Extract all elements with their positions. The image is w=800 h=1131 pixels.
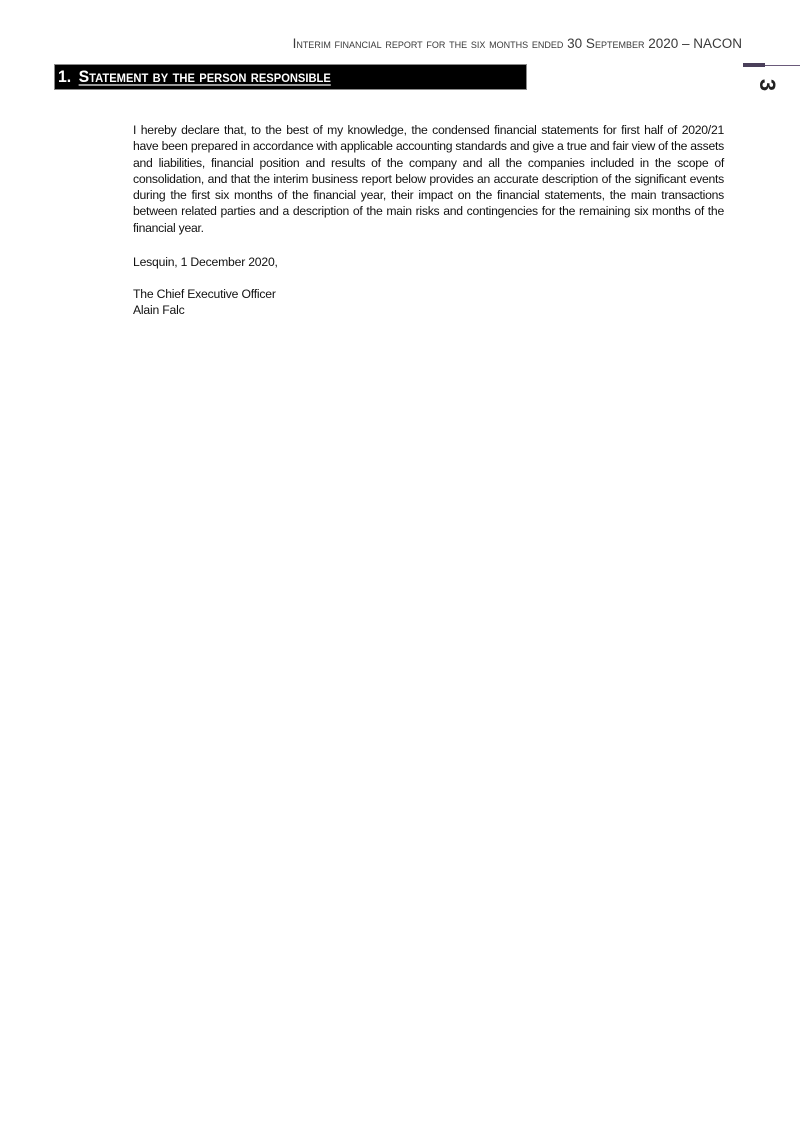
section-heading	[58, 67, 331, 87]
section-title: Statement by the person responsible	[78, 67, 331, 86]
signatory-name: Alain Falc	[133, 303, 185, 317]
place-and-date: Lesquin, 1 December 2020,	[133, 255, 278, 269]
section-heading-bar	[55, 65, 526, 89]
running-header: Interim financial report for the six months ended 30 September 2020 – NACON	[292, 36, 742, 51]
page-number: 3	[755, 78, 780, 92]
signature-block	[133, 286, 276, 318]
page-tab-marker	[743, 63, 765, 67]
declaration-paragraph: I hereby declare that, to the best of my knowledge, the condensed financial statements for first half of 2020/21 have been prepared in accordance with applicable accounting standards and give a true and fair view of the assets and liabilities, financial position and results of the company and all the companies included in the scope of consolidation, and that the interim business report below provides an accurate description of the significant events during the first six months of the financial year, their impact on the financial statements, the main transactions between related parties and a description of the main risks and contingencies for the remaining six months of the financial year.	[133, 123, 724, 235]
signatory-role: The Chief Executive Officer	[133, 287, 276, 301]
section-number: 1.	[58, 67, 72, 86]
